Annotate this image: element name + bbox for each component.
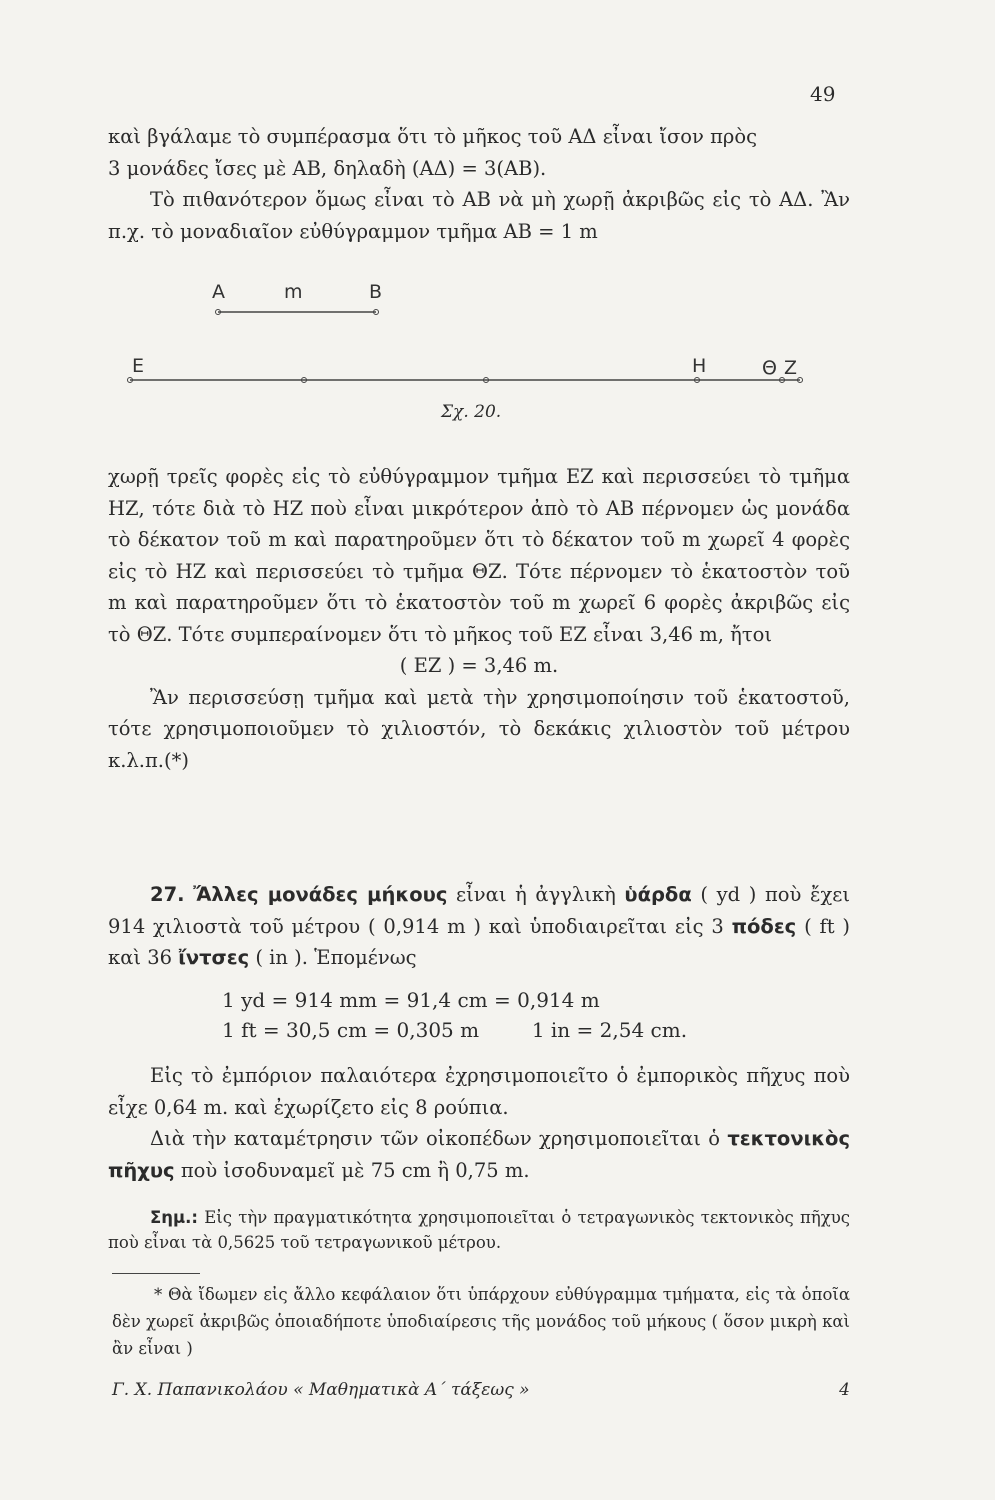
section-heading: Ἄλλες μονάδες μήκους [193, 883, 448, 906]
term-yard: ὑάρδα [624, 883, 692, 906]
equation-foot: 1 ft = 30,5 cm = 0,305 m [222, 1018, 480, 1042]
unit-equations [222, 985, 687, 1045]
label-e: E [132, 355, 145, 377]
section-text-3: ( ft ) καὶ 36 [108, 914, 850, 969]
section-27-paragraph [108, 879, 850, 974]
paragraph-6-text-1: Διὰ τὴν καταμέτρησιν τῶν οἰκοπέδων χρησιμοποιεῖται ὁ [150, 1127, 720, 1150]
paragraph-6-text-2: ποὺ ἰσοδυναμεῖ μὲ 75 cm ἢ 0,75 m. [180, 1158, 530, 1182]
label-a: A [212, 281, 225, 303]
paragraph-5: Εἰς τὸ ἐμπόριον παλαιότερα ἐχρησιμοποιεῖτο ὁ ἐμπορικὸς πῆχυς ποὺ εἶχε 0,64 m. καὶ ἐχωρίζετο εἰς 8 ρούπια. [108, 1064, 850, 1119]
section-text-4: ( in ). Ἑπομένως [255, 946, 417, 969]
paragraph-1-line-1: καὶ βγάλαμε τὸ συμπέρασμα ὅτι τὸ μῆκος τοῦ ΑΔ εἶναι ἴσον πρὸς [108, 125, 758, 148]
section-text-2: ( yd ) ποὺ ἔχει 914 χιλιοστὰ τοῦ μέτρου ( 0,914 m ) καὶ ὑποδιαιρεῖται εἰς 3 [108, 883, 851, 938]
equation-inch: 1 in = 2,54 cm. [531, 1018, 688, 1042]
page-number: 49 [810, 82, 836, 106]
term-feet: πόδες [731, 914, 797, 938]
paragraph-1 [108, 121, 850, 247]
note-text: Εἰς τὴν πραγματικότητα χρησιμοποιεῖται ὁ τετραγωνικὸς τεκτονικὸς πῆχυς ποὺ εἶναι τὰ 0,5625 τοῦ τετραγωνικοῦ μέτρου. [108, 1208, 850, 1252]
note-label: Σημ.: [150, 1208, 199, 1227]
label-b: B [369, 281, 383, 303]
paragraph-2: Τὸ πιθανότερον ὅμως εἶναι τὸ ΑΒ νὰ μὴ χωρῇ ἀκριβῶς εἰς τὸ ΑΔ. Ἂν π.χ. τὸ μοναδιαῖον εὐθύγραμμον τμῆμα ΑΒ = 1 m [108, 188, 850, 243]
footnote-divider [112, 1273, 200, 1274]
footnote [112, 1281, 850, 1362]
figure-20 [108, 275, 850, 435]
figure-caption: Σχ. 20. [441, 402, 502, 422]
label-z: Z [784, 357, 798, 379]
paragraph-6 [108, 1123, 850, 1186]
term-tektonikos-pichys: τεκτονικὸς πῆχυς [108, 1127, 851, 1182]
section-text-1: εἶναι ἡ ἀγγλικὴ [456, 883, 616, 906]
paragraph-4: Ἂν περισσεύσῃ τμῆμα καὶ μετὰ τὴν χρησιμοποίησιν τοῦ ἑκατοστοῦ, τότε χρησιμοποιοῦμεν τὸ χιλιοστόν, τὸ δεκάκις χιλιοστὸν τοῦ μέτρου κ.λ.π.(*) [108, 685, 850, 772]
paragraph-3 [108, 461, 850, 776]
term-inches: ἴντσες [178, 946, 250, 969]
footer-book-title: Γ. Χ. Παπανικολάου « Μαθηματικὰ Α΄ τάξεως » [112, 1380, 530, 1400]
paragraph-3-text: χωρῇ τρεῖς φορὲς εἰς τὸ εὐθύγραμμον τμῆμα ΕΖ καὶ περισσεύει τὸ τμῆμα ΗΖ, τότε διὰ τὸ ΗΖ ποὺ εἶναι μικρότερον ἀπὸ τὸ ΑΒ πέρνομεν ὡς μονάδα τὸ δέκατον τοῦ m καὶ παρατηροῦμεν ὅτι τὸ δέκατον τοῦ m χωρεῖ 4 φορὲς εἰς τὸ ΗΖ καὶ περισσεύει τὸ τμῆμα ΘΖ. Τότε πέρνομεν τὸ ἑκατοστὸν τοῦ m καὶ παρατηροῦμεν ὅτι τὸ ἑκατοστὸν τοῦ m χωρεῖ 6 φορὲς ἀκριβῶς εἰς τὸ ΘΖ. Τότε συμπεραίνομεν ὅτι τὸ μῆκος τοῦ ΕΖ εἶναι 3,46 m, ἤτοι [108, 465, 850, 646]
page-footer [112, 1380, 850, 1400]
footer-sheet-number: 4 [839, 1380, 850, 1400]
footnote-text: * Θὰ ἴδωμεν εἰς ἄλλο κεφάλαιον ὅτι ὑπάρχουν εὐθύγραμμα τμήματα, εἰς τὰ ὁποῖα δὲν χωρεῖ ἀκριβῶς ὁποιαδήποτε ὑποδιαίρεσις τῆς μονάδος τοῦ μήκους ( ὅσον μικρὴ καὶ ἂν εἶναι ) [112, 1285, 850, 1358]
label-m: m [284, 281, 303, 303]
section-number: 27. [150, 883, 185, 906]
equation-yard: 1 yd = 914 mm = 91,4 cm = 0,914 m [222, 988, 600, 1012]
section-27 [108, 879, 850, 974]
note-paragraph [108, 1205, 850, 1255]
equation-foot-inch [222, 1015, 687, 1045]
label-h: H [692, 355, 707, 377]
equation-ez: ( ΕΖ ) = 3,46 m. [399, 654, 559, 677]
label-theta: Θ [762, 357, 777, 379]
paragraph-5-6 [108, 1060, 850, 1186]
note [108, 1205, 850, 1255]
paragraph-1-line-2: 3 μονάδες ἴσες μὲ ΑΒ, δηλαδὴ (ΑΔ) = 3(ΑΒ). [108, 156, 547, 180]
